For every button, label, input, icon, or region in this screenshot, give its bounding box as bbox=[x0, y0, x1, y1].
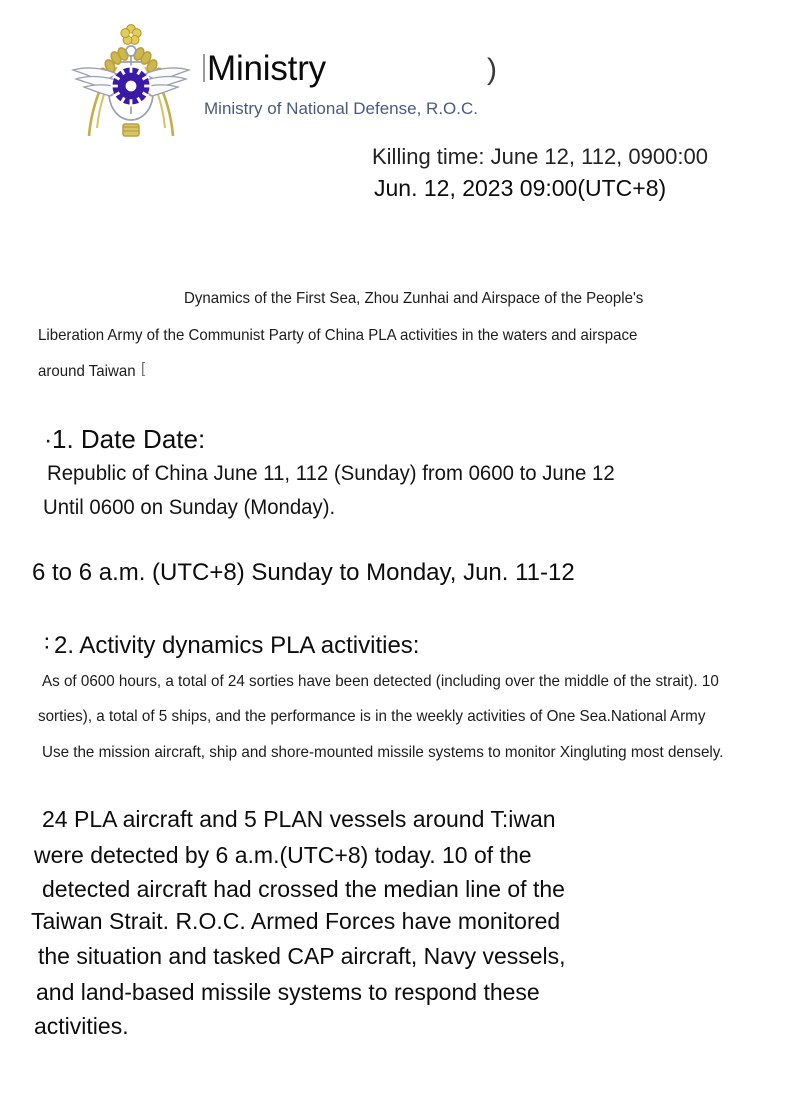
organization-subtitle: Ministry of National Defense, R.O.C. bbox=[204, 99, 478, 118]
intro-line-2: Liberation Army of the Communist Party of China PLA activities in the waters and airspace bbox=[38, 327, 638, 344]
section-2-heading: 2. Activity dynamics PLA activities: bbox=[54, 632, 420, 659]
page-header bbox=[0, 0, 794, 140]
statement-line-4: Taiwan Strait. R.O.C. Armed Forces have monitored bbox=[31, 908, 561, 934]
intro-line-1: Dynamics of the First Sea, Zhou Zunhai and Airspace of the People's bbox=[184, 290, 644, 307]
section-1-line-1: Republic of China June 11, 112 (Sunday) from 0600 to June 12 bbox=[47, 462, 615, 485]
statement-line-6: and land-based missile systems to respond these bbox=[36, 979, 540, 1005]
section-2-body-line-3: Use the mission aircraft, ship and shore-mounted missile systems to monitor Xingluting most densely. bbox=[42, 744, 724, 761]
statement-line-7: activities. bbox=[34, 1013, 129, 1039]
statement-line-5: the situation and tasked CAP aircraft, Navy vessels, bbox=[38, 943, 566, 969]
statement-line-3: detected aircraft had crossed the median line of the bbox=[42, 876, 565, 902]
intro-trailing-artifact: [ bbox=[141, 360, 146, 377]
section-1-marker: · bbox=[44, 426, 53, 454]
release-time-english: Jun. 12, 2023 09:00(UTC+8) bbox=[374, 175, 667, 201]
statement-line-2: were detected by 6 a.m.(UTC+8) today. 10 of the bbox=[34, 842, 532, 868]
section-1-heading: 1. Date Date: bbox=[52, 424, 206, 454]
section-2-marker: ∶ bbox=[44, 631, 50, 656]
section-1-line-2: Until 0600 on Sunday (Monday). bbox=[43, 496, 336, 519]
title-right-artifact: ) bbox=[487, 53, 497, 86]
statement-line-1: 24 PLA aircraft and 5 PLAN vessels around T:iwan bbox=[42, 806, 556, 832]
release-time-translated: Killing time: June 12, 112, 0900:00 bbox=[372, 144, 708, 169]
intro-line-3: around Taiwan bbox=[38, 363, 136, 380]
title-left-artifact bbox=[203, 54, 205, 82]
page-title: Ministry bbox=[207, 49, 326, 88]
date-range-english: 6 to 6 a.m. (UTC+8) Sunday to Monday, Jun. 11-12 bbox=[32, 559, 575, 586]
section-2-body-line-2: sorties), a total of 5 ships, and the performance is in the weekly activities of One Sea.National Army bbox=[38, 708, 706, 725]
mnd-roc-emblem-icon bbox=[55, 24, 207, 140]
section-2-body-line-1: As of 0600 hours, a total of 24 sorties have been detected (including over the middle of the strait). 10 bbox=[42, 673, 719, 690]
